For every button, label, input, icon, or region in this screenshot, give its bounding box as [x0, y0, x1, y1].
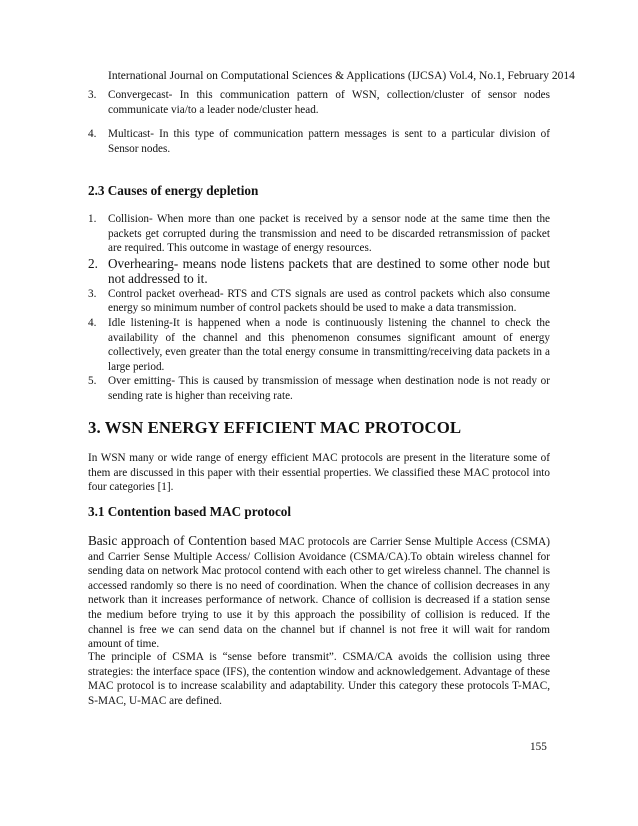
list-item: 5. Over emitting- This is caused by transmission of message when destination node is not ready or sending rate is higher than receiving rate.: [88, 375, 550, 402]
section-heading-3-1: 3.1 Contention based MAC protocol: [88, 504, 292, 519]
page-number: 155: [530, 741, 547, 753]
section-heading-3: 3. WSN ENERGY EFFICIENT MAC PROTOCOL: [88, 418, 462, 437]
list-item-text: Multicast- In this type of communication pattern messages is sent to a particular division of Sensor nodes.: [108, 128, 550, 155]
list-item: 4. Idle listening-It is happened when a node is continuously listening the channel to check the availability of the channel and this phenomenon consumes significant amount of energy collectively, even greater than the total energy consume in transmitting/receiving data packets in a large period.: [88, 316, 550, 373]
list-item: 1. Collision- When more than one packet is received by a sensor node at the same time then the packets get corrupted during the transmission and need to be discarded retransmission of packet are required. This outcome in wastage of energy resources.: [88, 213, 550, 255]
list-item: 3. Convergecast- In this communication pattern of WSN, collection/cluster of sensor nodes communicate via/to a leader node/cluster head.: [88, 89, 550, 116]
contention-paragraph-2: The principle of CSMA is “sense before transmit”. CSMA/CA avoids the collision using three strategies: the interface space (IFS), the contention window and acknowledgement. Advantage of these MAC protocol is to increase scalability and adaptability. Under this category these protocols T-MAC, S-MAC, U-MAC are defined.: [88, 651, 550, 707]
list-item-text: Control packet overhead- RTS and CTS signals are used as control packets which also consume energy so minimum number of control packets should be used to make a data transmission.: [108, 287, 550, 315]
causes-list: [88, 212, 550, 404]
journal-header: International Journal on Computational Sciences & Applications (IJCSA) Vol.4, No.1, February 2014: [108, 70, 575, 82]
list-item: 3. Control packet overhead- RTS and CTS signals are used as control packets which also consume energy so minimum number of control packets should be used to make a data transmission.: [88, 287, 550, 315]
top-list: [88, 88, 550, 156]
list-item-text: Overhearing- means node listens packets that are destined to some other node but not addressed to it.: [108, 255, 550, 287]
list-item: 4. Multicast- In this type of communication pattern messages is sent to a particular division of Sensor nodes.: [88, 128, 550, 155]
list-item-text: Over emitting- This is caused by transmission of message when destination node is not ready or sending rate is higher than receiving rate.: [108, 375, 550, 402]
contention-paragraph-1: Basic approach of Contention based MAC protocols are Carrier Sense Multiple Access (CSMA) and Carrier Sense Multiple Access/ Collision Avoidance (CSMA/CA).To obtain wireless channel for sending data on network Mac protocol contend with each other to get wireless channel. The channel is accessed randomly so there is no need of coordination. When the chance of collision decreases in any network than it increases performance of network. Chance of collision is decreased if a station sense the medium before trying to use it by this approach the possibility of collision is reduced. If the channel is free we can send data on the channel but if channel is not free it will wait for random amount of time.: [88, 533, 550, 651]
list-item-text: Idle listening-It is happened when a node is continuously listening the channel to check the availability of the channel and this phenomenon consumes significant amount of energy collectively, even greater than the total energy consume in transmitting/receiving data packets in a large period.: [108, 316, 550, 373]
list-item-text: Convergecast- In this communication pattern of WSN, collection/cluster of sensor nodes communicate via/to a leader node/cluster head.: [108, 89, 550, 116]
list-item: 2. Overhearing- means node listens packets that are destined to some other node but not addressed to it.: [88, 255, 550, 287]
list-item-text: Collision- When more than one packet is received by a sensor node at the same time then the packets get corrupted during the transmission and need to be discarded retransmission of packet are required. This outcome in wastage of energy resources.: [108, 213, 550, 255]
section-3-intro: In WSN many or wide range of energy efficient MAC protocols are present in the literature some of them are discussed in this paper with their essential properties. We classified these MAC protocol into four categories [1].: [88, 452, 550, 494]
section-heading-2-3: 2.3 Causes of energy depletion: [88, 183, 259, 198]
